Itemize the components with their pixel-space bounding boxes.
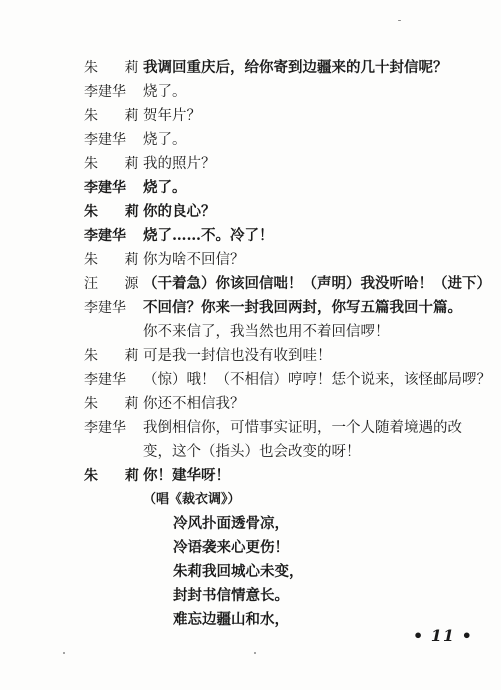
dialogue-line bbox=[0, 224, 501, 248]
dialogue-continuation bbox=[0, 440, 501, 464]
speaker-name: 朱 莉 bbox=[84, 60, 150, 76]
dialogue-text: 我调回重庆后，给你寄到边疆来的几十封信呢？ bbox=[143, 59, 448, 76]
dialogue-line bbox=[0, 272, 501, 296]
dialogue-text: 你还不相信我？ bbox=[143, 396, 245, 412]
speaker-name: 李建华 bbox=[84, 132, 126, 148]
dialogue-line bbox=[0, 128, 501, 152]
speaker-name: 李建华 bbox=[84, 372, 126, 388]
speaker-name: 李建华 bbox=[84, 180, 126, 196]
dialogue-continuation bbox=[0, 320, 501, 344]
dialogue-text: 我的照片？ bbox=[143, 156, 216, 172]
speaker-name: 朱 莉 bbox=[84, 468, 150, 484]
print-speck bbox=[63, 652, 65, 654]
dialogue-text: 烧了。 bbox=[143, 84, 187, 100]
dialogue-text: 我倒相信你，可惜事实证明，一个人随着境遇的改 bbox=[143, 420, 462, 436]
song-line bbox=[0, 536, 501, 560]
dialogue-text: 你为啥不回信？ bbox=[143, 252, 245, 268]
dialogue-line bbox=[0, 344, 501, 368]
song-text: 封封书信情意长。 bbox=[173, 587, 289, 604]
dialogue-text: 变，这个（指头）也会改变的呀！ bbox=[143, 444, 361, 460]
dialogue-text: 你的良心？ bbox=[143, 203, 216, 220]
dialogue-text: 你不来信了，我当然也用不着回信啰！ bbox=[143, 324, 390, 340]
dialogue-text: 烧了……不。冷了！ bbox=[143, 227, 274, 244]
speaker-name: 朱 莉 bbox=[84, 108, 150, 124]
dialogue-line bbox=[0, 464, 501, 488]
dialogue-line bbox=[0, 296, 501, 320]
song-line bbox=[0, 560, 501, 584]
dialogue-line bbox=[0, 80, 501, 104]
dialogue-line bbox=[0, 416, 501, 440]
song-line bbox=[0, 512, 501, 536]
stage-direction bbox=[0, 488, 501, 512]
dialogue-text: 贺年片？ bbox=[143, 108, 201, 124]
song-text: 难忘边疆山和水， bbox=[173, 611, 289, 628]
dialogue-text: 可是我一封信也没有收到哇！ bbox=[143, 348, 332, 364]
speaker-name: 李建华 bbox=[84, 84, 126, 100]
speaker-name: 李建华 bbox=[84, 228, 126, 244]
song-title-direction: （唱《裁衣调》） bbox=[143, 492, 241, 507]
print-speck bbox=[398, 20, 401, 21]
speaker-name: 朱 莉 bbox=[84, 156, 150, 172]
dialogue-line bbox=[0, 56, 501, 80]
song-text: 冷风扑面透骨凉， bbox=[173, 515, 289, 532]
dialogue-text: 不回信？你来一封我回两封，你写五篇我回十篇。 bbox=[143, 299, 462, 316]
song-text: 朱莉我回城心未变， bbox=[173, 563, 304, 580]
dialogue-text: 烧了。 bbox=[143, 179, 187, 196]
page-number: • 11 • bbox=[413, 626, 473, 645]
speaker-name: 朱 莉 bbox=[84, 396, 150, 412]
dialogue-line bbox=[0, 200, 501, 224]
speaker-name: 汪 源 bbox=[84, 276, 150, 292]
dialogue-text: 你！建华呀！ bbox=[143, 467, 230, 484]
print-speck bbox=[254, 652, 256, 654]
speaker-name: 朱 莉 bbox=[84, 348, 150, 364]
dialogue-line bbox=[0, 176, 501, 200]
dialogue-line bbox=[0, 248, 501, 272]
speaker-name: 李建华 bbox=[84, 420, 126, 436]
dialogue-line bbox=[0, 392, 501, 416]
speaker-name: 朱 莉 bbox=[84, 252, 150, 268]
dialogue-text: （惊）哦！（不相信）哼哼！恁个说来，该怪邮局啰？ bbox=[143, 372, 491, 388]
speaker-name: 朱 莉 bbox=[84, 204, 150, 220]
dialogue-text: 烧了。 bbox=[143, 132, 187, 148]
speaker-name: 李建华 bbox=[84, 300, 126, 316]
dialogue-line bbox=[0, 368, 501, 392]
dialogue-line bbox=[0, 152, 501, 176]
song-text: 冷语袭来心更伤！ bbox=[173, 539, 289, 556]
dialogue-text: （干着急）你该回信咄！（声明）我没听哈！（进下） bbox=[143, 275, 491, 292]
dialogue-line bbox=[0, 104, 501, 128]
song-line bbox=[0, 584, 501, 608]
